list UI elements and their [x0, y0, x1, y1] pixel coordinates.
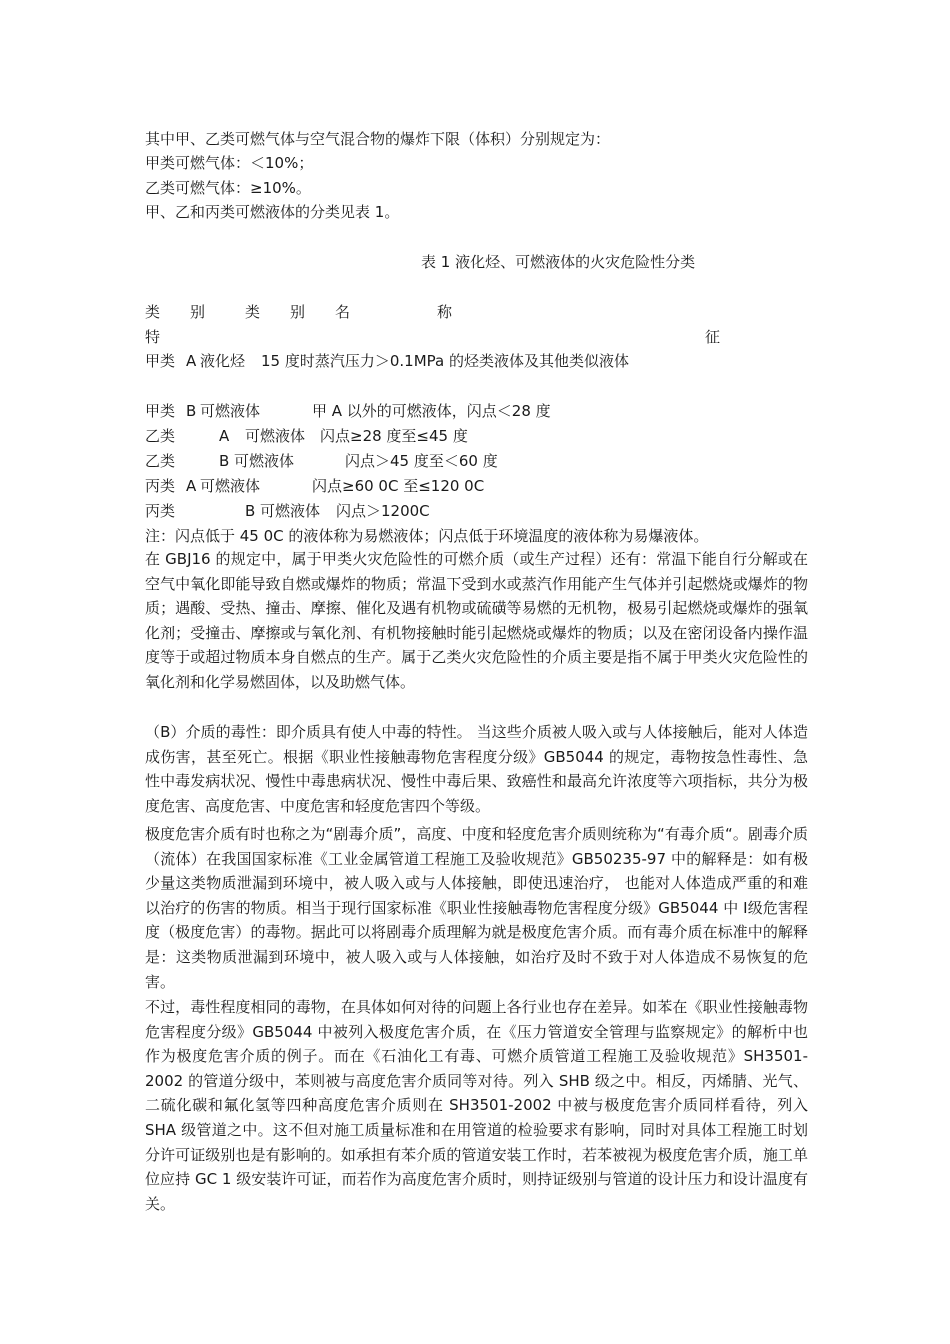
row-class: 乙类: [145, 427, 176, 445]
table-caption: 表 1 液化烃、可燃液体的火灾危险性分类: [421, 253, 696, 271]
paragraph-gbj16: 在 GBJ16 的规定中，属于甲类火灾危险性的可燃介质（或生产过程）还有：常温下能自行分解或在空气中氧化即能导致自燃或爆炸的物质；常温下受到水或蒸汽作用能产生气体并引起燃烧或爆炸的物质；遇酸、受热、撞击、摩擦、催化及遇有机物或硫磺等易燃的无机物，极易引起燃烧或爆炸的强氧化剂；受撞击、摩擦或与氧化剂、有机物接触时能引起燃烧或爆炸的物质；以及在密闭设备内操作温度等于或超过物质本身自燃点的生产。属于乙类火灾危险性的介质主要是指不属于甲类火灾危险性的氧化剂和化学易燃固体，以及助燃气体。: [145, 550, 808, 691]
row-name: 可燃液体: [200, 477, 261, 495]
intro-line-3: 乙类可燃气体：≥10%。: [145, 179, 311, 197]
row-class: 丙类: [145, 477, 176, 495]
paragraph-extreme-hazard: 极度危害介质有时也称之为“剧毒介质”，高度、中度和轻度危害介质则统称为“有毒介质“。剧毒介质（流体）在我国国家标准《工业金属管道工程施工及验收规范》GB50235-97 中的解释是：如有极少量这类物质泄漏到环境中，被人吸入或与人体接触，即使迅速治疗， 也能对人体造成严重的和难以治疗的伤害的物质。相当于现行国家标准《职业性接触毒物危害程度分级》GB5044 中 Ⅰ级危害程度（极度危害）的毒物。据此可以将剧毒介质理解为就是极度危害介质。而有毒介质在标准中的解释是：这类物质泄漏到环境中，被人吸入或与人体接触，如治疗及时不致于对人体造成不易恢复的危害。: [145, 825, 808, 991]
header-category: 类 别: [145, 303, 206, 321]
row-class: 丙类: [145, 502, 176, 520]
row-feature: 闪点＞1200C: [336, 502, 430, 520]
paragraph-toxicity: （B）介质的毒性：即介质具有使人中毒的特性。 当这些介质被人吸入或与人体接触后，能对人体造成伤害，甚至死亡。根据《职业性接触毒物危害程度分级》GB5044 的规定，毒物按急性毒性、急性中毒发病状况、慢性中毒患病状况、慢性中毒后果、致癌性和最高允许浓度等六项指标，共分为极度危害、高度危害、中度危害和轻度危害四个等级。: [145, 723, 808, 815]
paragraph-industry-differences: 不过，毒性程度相同的毒物，在具体如何对待的问题上各行业也存在差异。如苯在《职业性接触毒物危害程度分级》GB5044 中被列入极度危害介质，在《压力管道安全管理与监察规定》的解析中也作为极度危害介质的例子。而在《石油化工有毒、可燃介质管道工程施工及验收规范》SH3501-2002 的管道分级中，苯则被与高度危害介质同等对待。列入 SHB 级之中。相反，丙烯腈、光气、二硫化碳和氟化氢等四种高度危害介质则在 SH3501-2002 中被与极度危害介质同样看待，列入 SHA 级管道之中。这不但对施工质量标准和在用管道的检验要求有影响，同时对具体工程施工时划分许可证级别也是有影响的。如承担有苯介质的管道安装工作时，若苯被视为极度危害介质，施工单位应持 GC 1 级安装许可证，而若作为高度危害介质时，则持证级别与管道的设计压力和设计温度有关。: [145, 998, 808, 1213]
table-row: [0, 349, 950, 373]
row-name: 可燃液体: [200, 402, 261, 420]
header-name-end: 称: [437, 303, 453, 321]
header-feature-end: 征: [705, 328, 721, 346]
row-feature: 闪点≥60 0C 至≤120 0C: [312, 477, 485, 495]
row-subclass: A: [219, 427, 230, 445]
row-name: 可燃液体: [245, 427, 306, 445]
row-feature: 15 度时蒸汽压力＞0.1MPa 的烃类液体及其他类似液体: [261, 352, 629, 370]
row-subclass: A: [186, 352, 197, 370]
table-row: [0, 424, 950, 448]
intro-line-2: 甲类可燃气体：＜10%；: [145, 154, 314, 172]
row-class: 甲类: [145, 402, 176, 420]
table-row: [0, 499, 950, 523]
table-row: [0, 449, 950, 473]
row-class: 乙类: [145, 452, 176, 470]
row-name: 可燃液体: [234, 452, 295, 470]
row-name: 液化烃: [200, 352, 246, 370]
intro-line-4: 甲、乙和丙类可燃液体的分类见表 1。: [145, 203, 400, 221]
table-row: [0, 399, 950, 423]
row-class: 甲类: [145, 352, 176, 370]
header-category-name: 类 别 名: [245, 303, 351, 321]
row-subclass: B: [186, 402, 197, 420]
row-subclass: B: [245, 502, 256, 520]
row-feature: 甲 A 以外的可燃液体，闪点＜28 度: [312, 402, 551, 420]
row-subclass: B: [219, 452, 230, 470]
row-name: 可燃液体: [260, 502, 321, 520]
row-subclass: A: [186, 477, 197, 495]
table-note: 注：闪点低于 45 0C 的液体称为易燃液体；闪点低于环境温度的液体称为易爆液体。: [145, 527, 709, 545]
row-feature: 闪点＞45 度至＜60 度: [345, 452, 498, 470]
row-feature: 闪点≥28 度至≤45 度: [320, 427, 468, 445]
intro-line-1: 其中甲、乙类可燃气体与空气混合物的爆炸下限（体积）分别规定为：: [145, 130, 611, 148]
table-row: [0, 474, 950, 498]
header-feature-start: 特: [145, 328, 161, 346]
